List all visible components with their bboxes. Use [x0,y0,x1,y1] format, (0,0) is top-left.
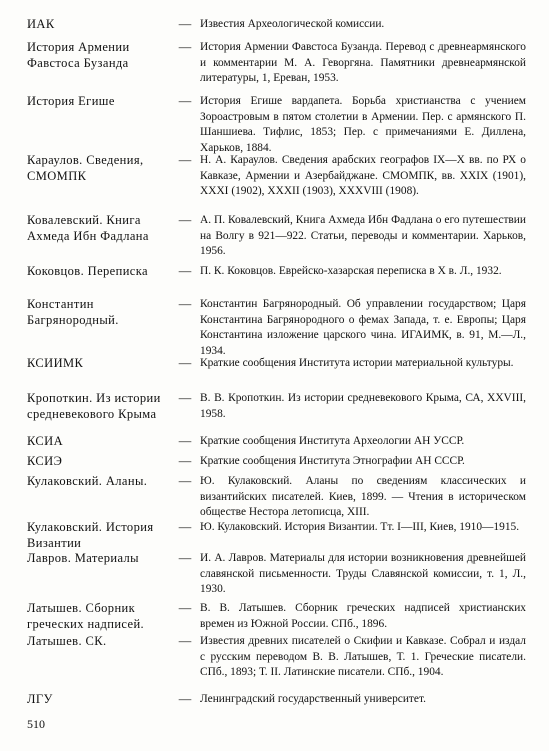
abbreviation-term: История Егише [27,94,115,108]
abbreviation-definition: Известия древних писателей о Скифии и Кавказе. Собрал и издал с русским переводом В. В. Латышев, Т. 1. Греческие писатели. СПб., 1893; Т. II. Латинские писатели. СПб., 1904. [200,635,526,678]
dash-separator: — [178,474,192,488]
dash-separator: — [178,454,192,468]
abbreviation-definition: В. В. Кропоткин. Из истории средневекового Крыма, СА, XXVIII, 1958. [200,392,526,420]
dash-separator: — [178,297,192,311]
abbreviation-term: Константин Багрянородный. [27,297,119,327]
dash-separator: — [178,356,192,370]
dash-separator: — [178,601,192,615]
abbreviation-term: Кулаковский. Аланы. [27,474,148,488]
abbreviation-term: Ковалевский. Книга Ахмеда Ибн Фадлана [27,213,149,243]
abbreviation-definition: Константин Багрянородный. Об управлении государством; Царя Константина Багрянородного о фемах Запада, т. е. Европы; Царя Константина изложение царского чина. ИГАИМК, в. 91, М.—Л., 1934. [200,298,526,357]
dash-separator: — [178,692,192,706]
abbreviation-term: КСИЭ [27,454,63,468]
abbreviation-term: ЛГУ [27,692,53,706]
abbreviation-term: Коковцов. Переписка [27,264,148,278]
abbreviation-definition: История Армении Фавстоса Бузанда. Перевод с древнеармянского и комментарии М. А. Геворгяна. Памятники древнеармянской литературы, 1, Ереван, 1953. [200,41,526,84]
dash-separator: — [178,213,192,227]
abbreviation-definition: Краткие сообщения Института Археологии АН УССР. [200,435,465,447]
dash-separator: — [178,551,192,565]
abbreviation-definition: Ленинградский государственный университет. [200,693,426,705]
dash-separator: — [178,391,192,405]
page-number: 510 [27,717,45,731]
abbreviation-definition: В. В. Латышев. Сборник греческих надписей христианских времен из Южной России. СПб., 1896. [200,602,526,630]
abbreviation-term: КСИА [27,434,64,448]
abbreviation-definition: А. П. Ковалевский, Книга Ахмеда Ибн Фадлана о его путешествии на Волгу в 921—922. Статьи, переводы и комментарии. Харьков, 1956. [200,214,526,257]
abbreviation-definition: Ю. Кулаковский. Аланы по сведениям классических и византийских писателей. Киев, 1899. — Чтения в историческом обществе Нестора летописца, XIII. [200,475,526,518]
abbreviation-term: КСИИМК [27,356,84,370]
abbreviation-term: ИАК [27,17,55,31]
abbreviation-term: Лавров. Материалы [27,551,139,565]
dash-separator: — [178,153,192,167]
dash-separator: — [178,17,192,31]
abbreviation-definition: Н. А. Караулов. Сведения арабских географов IX—X вв. по РХ о Кавказе, Армении и Азербайджане. СМОМПК, вв. XXIX (1901), XXXI (1902), XXXII (1903), XXXVIII (1908). [200,154,526,197]
abbreviation-definition: Краткие сообщения Института Этнографии АН СССР. [200,455,465,467]
abbreviation-definition: Краткие сообщения Института истории материальной культуры. [200,357,514,369]
abbreviation-definition: И. А. Лавров. Материалы для истории возникновения древнейшей славянской письменности. Труды Славянской комиссии, т. 1, Л., 1930. [200,552,526,595]
dash-separator: — [178,264,192,278]
abbreviation-term: Караулов. Сведения, СМОМПК [27,153,144,183]
dash-separator: — [178,40,192,54]
abbreviation-definition: История Егише вардапета. Борьба христианства с учением Зороастровым в пятом столетии в Армении. Пер. с армянского П. Шаншиева. Тифлис, 1853; Пер. с примечаниями Е. Диллена, Харьков, 1884. [200,95,526,154]
dash-separator: — [178,94,192,108]
abbreviation-term: Кропоткин. Из истории средневекового Крыма [27,391,161,421]
abbreviation-definition: П. К. Коковцов. Еврейско-хазарская переписка в X в. Л., 1932. [200,265,502,277]
abbreviation-definition: Известия Археологической комиссии. [200,18,385,30]
abbreviation-term: История Армении Фавстоса Бузанда [27,40,130,70]
abbreviation-term: Латышев. СК. [27,634,107,648]
abbreviation-definition: Ю. Кулаковский. История Византии. Тт. I—III, Киев, 1910—1915. [200,521,520,533]
dash-separator: — [178,520,192,534]
abbreviation-term: Латышев. Сборник греческих надписей. [27,601,145,631]
dash-separator: — [178,434,192,448]
dash-separator: — [178,634,192,648]
abbreviation-term: Кулаковский. История Византии [27,520,154,550]
